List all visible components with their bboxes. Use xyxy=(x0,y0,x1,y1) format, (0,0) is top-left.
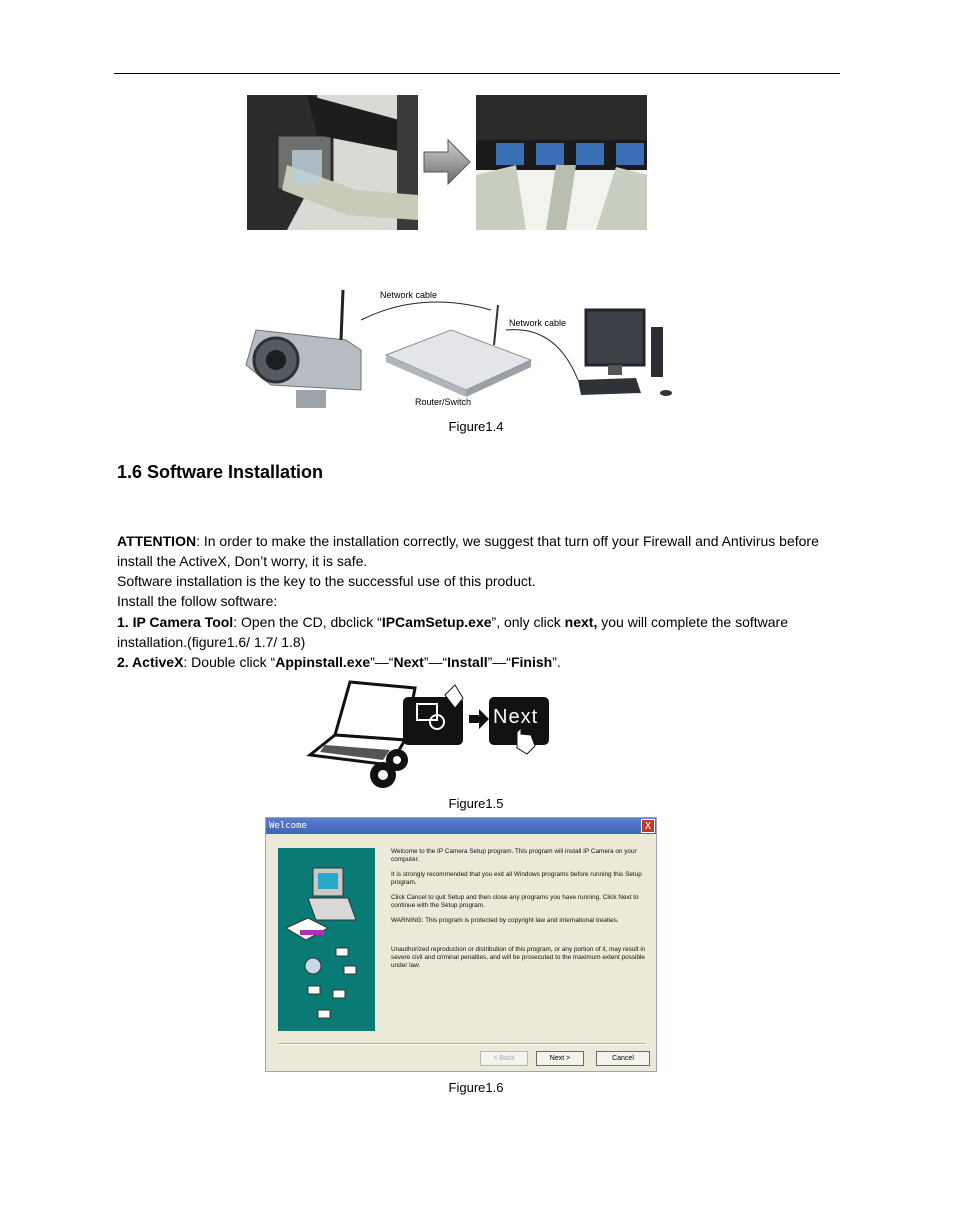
computer-icon xyxy=(308,868,356,920)
router-label: Router/Switch xyxy=(415,397,472,407)
network-diagram xyxy=(236,285,676,410)
dialog-title-bar xyxy=(266,818,656,834)
body-line-3: Install the follow software: xyxy=(117,593,278,609)
dialog-title: Welcome xyxy=(269,821,307,831)
cable-label-2: Network cable xyxy=(509,318,567,328)
step-1-text-a: : Open the CD, dbclick “ xyxy=(233,614,382,630)
step-2-paragraph xyxy=(117,652,837,672)
dialog-paragraph-5: Unauthorized reproduction or distribution of this program, or any portion of it, may result in severe civil and criminal penalties, and will be prosecuted to the maximum extent possible under law. xyxy=(391,946,646,969)
cancel-button[interactable]: Cancel xyxy=(596,1051,650,1066)
cable-label-1: Network cable xyxy=(380,290,438,300)
attention-text: : In order to make the installation correctly, we suggest that turn off your Firewall and Antivirus before install the ActiveX, Don’t worry, it is safe. xyxy=(117,533,819,569)
setup-side-graphic xyxy=(278,848,375,1031)
step-2-end: ”. xyxy=(552,654,561,670)
ip-camera-icon xyxy=(246,290,361,408)
figure-caption-1-5: Figure1.5 xyxy=(448,796,504,811)
dialog-paragraph-1: Welcome to the IP Camera Setup program. This program will install IP Camera on your computer. xyxy=(391,848,637,863)
back-button[interactable]: < Back xyxy=(480,1051,528,1066)
cd-disc-icon xyxy=(305,958,321,974)
close-icon[interactable]: X xyxy=(641,819,655,833)
next-graphic-label: Next xyxy=(493,706,539,728)
step-2-label: 2. ActiveX xyxy=(117,654,184,670)
step-1-label: 1. IP Camera Tool xyxy=(117,614,234,630)
dialog-paragraph-2: It is strongly recommended that you exit all Windows programs before running this Setup program. xyxy=(391,871,642,886)
step-1-file: IPCamSetup.exe xyxy=(381,614,492,630)
header-rule xyxy=(114,73,840,74)
dialog-message xyxy=(391,848,649,977)
computer-icon xyxy=(578,310,672,396)
section-heading: 1.6 Software Installation xyxy=(117,462,324,482)
dialog-paragraph-3: Click Cancel to quit Setup and then close any programs you have running. Click Next to continue with the Setup program. xyxy=(391,894,639,909)
step-2-text-a: : Double click “ xyxy=(183,654,276,670)
step-2-sep-2: ”—“ xyxy=(423,654,448,670)
step-1-text-c: you will complete the software installation.(figure1.6/ 1.7/ 1.8) xyxy=(117,614,788,650)
right-arrow-icon xyxy=(422,138,472,191)
camera-port-photo xyxy=(247,95,418,230)
step-1-paragraph xyxy=(117,612,837,652)
step-2-install: Install xyxy=(447,654,488,670)
step-1-text-b: ”, only click xyxy=(491,614,565,630)
box-icon xyxy=(286,918,328,940)
next-button[interactable]: Next > xyxy=(536,1051,584,1066)
step-2-sep-1: ”—“ xyxy=(370,654,394,670)
right-arrow-icon xyxy=(469,709,489,729)
install-illustration xyxy=(305,680,555,790)
body-line-2: Software installation is the key to the successful use of this product. xyxy=(117,573,536,589)
dialog-separator xyxy=(278,1043,646,1045)
attention-label: ATTENTION xyxy=(117,533,197,549)
step-1-next: next, xyxy=(564,614,598,630)
dialog-paragraph-4: WARNING: This program is protected by copyright law and international treaties. xyxy=(391,917,619,924)
step-2-finish: Finish xyxy=(510,654,553,670)
step-2-sep-3: ”—“ xyxy=(487,654,511,670)
attention-paragraph xyxy=(117,531,837,571)
figure-caption-1-6: Figure1.6 xyxy=(448,1080,504,1095)
setup-welcome-dialog xyxy=(265,817,657,1072)
figure-caption-1-4: Figure1.4 xyxy=(448,419,504,434)
step-2-file: Appinstall.exe xyxy=(275,654,371,670)
router-port-photo xyxy=(476,95,647,230)
step-2-next: Next xyxy=(393,654,424,670)
